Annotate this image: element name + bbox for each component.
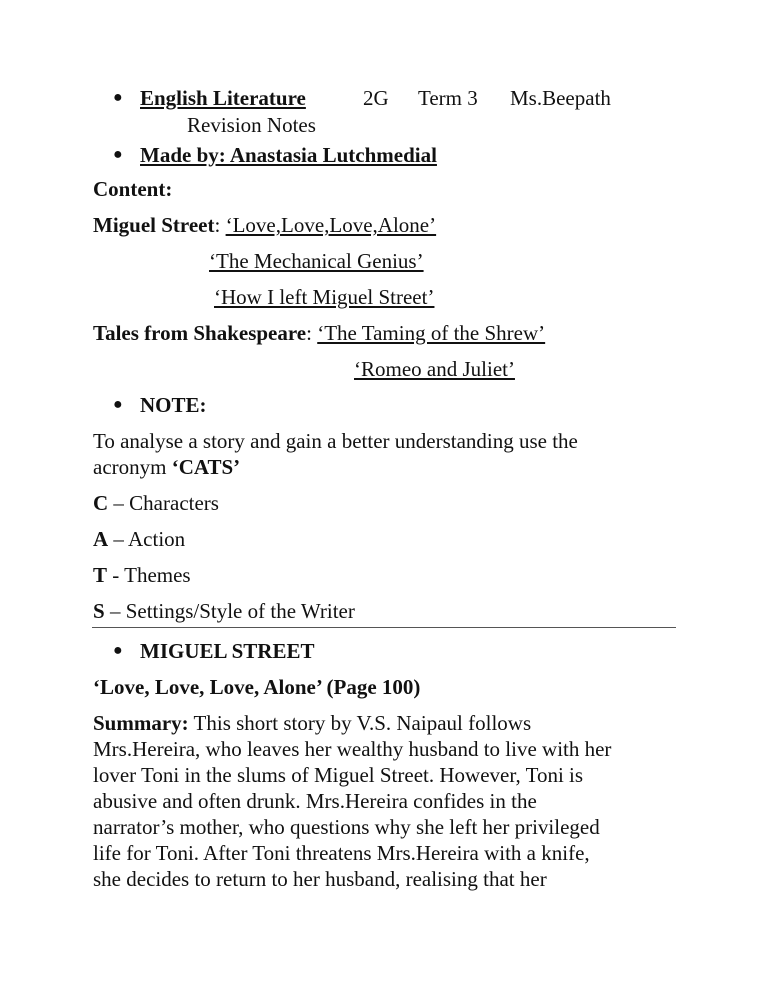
subtitle: Revision Notes: [187, 113, 316, 137]
acronym-item: [93, 563, 191, 587]
acronym-letter: T: [93, 563, 108, 587]
acronym-text: – Characters: [108, 491, 219, 515]
note-text: To analyse a story and gain a better understanding use the: [93, 429, 578, 453]
note-heading: NOTE:: [140, 393, 207, 417]
bullet-icon: ●: [113, 396, 123, 413]
term-label: Term 3: [418, 86, 478, 110]
summary-line: Mrs.Hereira, who leaves her wealthy husband to live with her: [93, 737, 612, 761]
acronym-text: – Action: [108, 527, 186, 551]
teacher-name: Ms.Beepath: [510, 86, 611, 110]
summary-label: Summary:: [93, 711, 189, 735]
author-line: Made by: Anastasia Lutchmedial: [140, 143, 437, 167]
acronym-letter: C: [93, 491, 109, 515]
story-title: ‘Love, Love, Love, Alone’ (Page 100): [93, 675, 421, 699]
note-prefix: acronym: [93, 455, 172, 479]
colon: :: [214, 213, 221, 237]
acronym: ‘CATS’: [171, 455, 241, 479]
summary-line: narrator’s mother, who questions why she left her privileged: [93, 815, 600, 839]
summary-text: This short story by V.S. Naipaul follows: [188, 711, 532, 735]
story-link: ‘Love,Love,Love,Alone’: [225, 213, 437, 237]
horizontal-divider: [92, 627, 676, 628]
miguel-street-line: [93, 213, 436, 237]
subject-title: English Literature: [140, 86, 306, 110]
tales-label: Tales from Shakespeare: [93, 321, 307, 345]
acronym-letter: A: [93, 527, 109, 551]
story-link: ‘How I left Miguel Street’: [214, 285, 435, 309]
miguel-street-label: Miguel Street: [93, 213, 215, 237]
note-text: [93, 455, 240, 479]
acronym-item: [93, 527, 185, 551]
story-link: ‘The Taming of the Shrew’: [317, 321, 546, 345]
bullet-icon: ●: [113, 642, 123, 659]
bullet-icon: ●: [113, 146, 123, 163]
summary-line: [93, 711, 531, 735]
acronym-item: [93, 599, 355, 623]
bullet-icon: ●: [113, 89, 123, 106]
summary-line: lover Toni in the slums of Miguel Street. However, Toni is: [93, 763, 584, 787]
acronym-text: - Themes: [107, 563, 191, 587]
acronym-text: – Settings/Style of the Writer: [104, 599, 355, 623]
story-link: ‘Romeo and Juliet’: [354, 357, 515, 381]
acronym-letter: S: [93, 599, 105, 623]
summary-line: abusive and often drunk. Mrs.Hereira confides in the: [93, 789, 537, 813]
class-label: 2G: [363, 86, 389, 110]
content-heading: Content:: [93, 177, 173, 201]
tales-line: [93, 321, 545, 345]
story-link: ‘The Mechanical Genius’: [209, 249, 424, 273]
summary-line: she decides to return to her husband, realising that her: [93, 867, 547, 891]
colon: :: [306, 321, 312, 345]
section-heading: MIGUEL STREET: [140, 639, 315, 663]
summary-line: life for Toni. After Toni threatens Mrs.Hereira with a knife,: [93, 841, 590, 865]
acronym-item: [93, 491, 219, 515]
